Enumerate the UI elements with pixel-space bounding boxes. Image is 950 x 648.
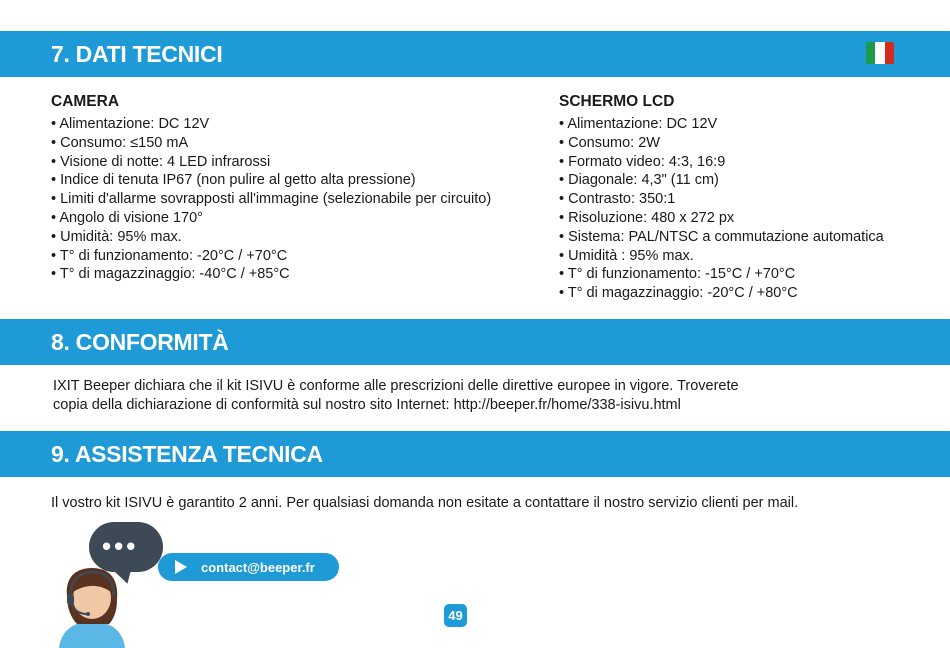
section-title: 9. ASSISTENZA TECNICA [51,441,323,467]
list-item: • Consumo: ≤150 mA [51,134,491,153]
list-item: • T° di magazzinaggio: -40°C / +85°C [51,265,491,284]
support-agent-icon [55,566,130,648]
list-item: • Diagonale: 4,3" (11 cm) [559,171,884,190]
list-item: • Risoluzione: 480 x 272 px [559,209,884,228]
section-header-conformity [0,319,950,365]
list-item: • T° di funzionamento: -15°C / +70°C [559,265,884,284]
italy-flag-icon [866,42,894,64]
section-header-assistance [0,431,950,477]
list-item: • Indice di tenuta IP67 (non pulire al getto alta pressione) [51,171,491,190]
camera-specs [51,92,491,284]
list-item: • Contrasto: 350:1 [559,190,884,209]
list-item: • Formato video: 4:3, 16:9 [559,153,884,172]
list-item: • Umidità: 95% max. [51,228,491,247]
contact-email-link[interactable] [158,553,339,581]
list-item: • Sistema: PAL/NTSC a commutazione automatica [559,228,884,247]
list-item: • T° di magazzinaggio: -20°C / +80°C [559,284,884,303]
ellipsis-icon: ••• [102,531,139,561]
camera-heading: CAMERA [51,93,120,110]
camera-spec-list [51,115,491,284]
section-title: 7. DATI TECNICI [51,41,223,67]
conformity-text-line: copia della dichiarazione di conformità sul nostro sito Internet: http://beeper.fr/home/338-isivu.html [53,397,681,413]
play-icon [175,560,187,574]
section-title: 8. CONFORMITÀ [51,329,229,355]
list-item: • Visione di notte: 4 LED infrarossi [51,153,491,172]
lcd-spec-list [559,115,884,303]
list-item: • T° di funzionamento: -20°C / +70°C [51,247,491,266]
list-item: • Alimentazione: DC 12V [559,115,884,134]
contact-email: contact@beeper.fr [201,559,315,575]
list-item: • Angolo di visione 170° [51,209,491,228]
list-item: • Umidità : 95% max. [559,247,884,266]
section-header-tech [0,31,950,77]
lcd-specs [559,92,884,303]
list-item: • Limiti d'allarme sovrapposti all'immagine (selezionabile per circuito) [51,190,491,209]
list-item: • Alimentazione: DC 12V [51,115,491,134]
lcd-heading: SCHERMO LCD [559,93,675,110]
conformity-text-line: IXIT Beeper dichiara che il kit ISIVU è conforme alle prescrizioni delle direttive europee in vigore. Troverete [53,378,739,394]
page-number: 49 [444,604,467,627]
list-item: • Consumo: 2W [559,134,884,153]
assistance-text: Il vostro kit ISIVU è garantito 2 anni. Per qualsiasi domanda non esitate a contattare il nostro servizio clienti per mail. [51,495,799,511]
